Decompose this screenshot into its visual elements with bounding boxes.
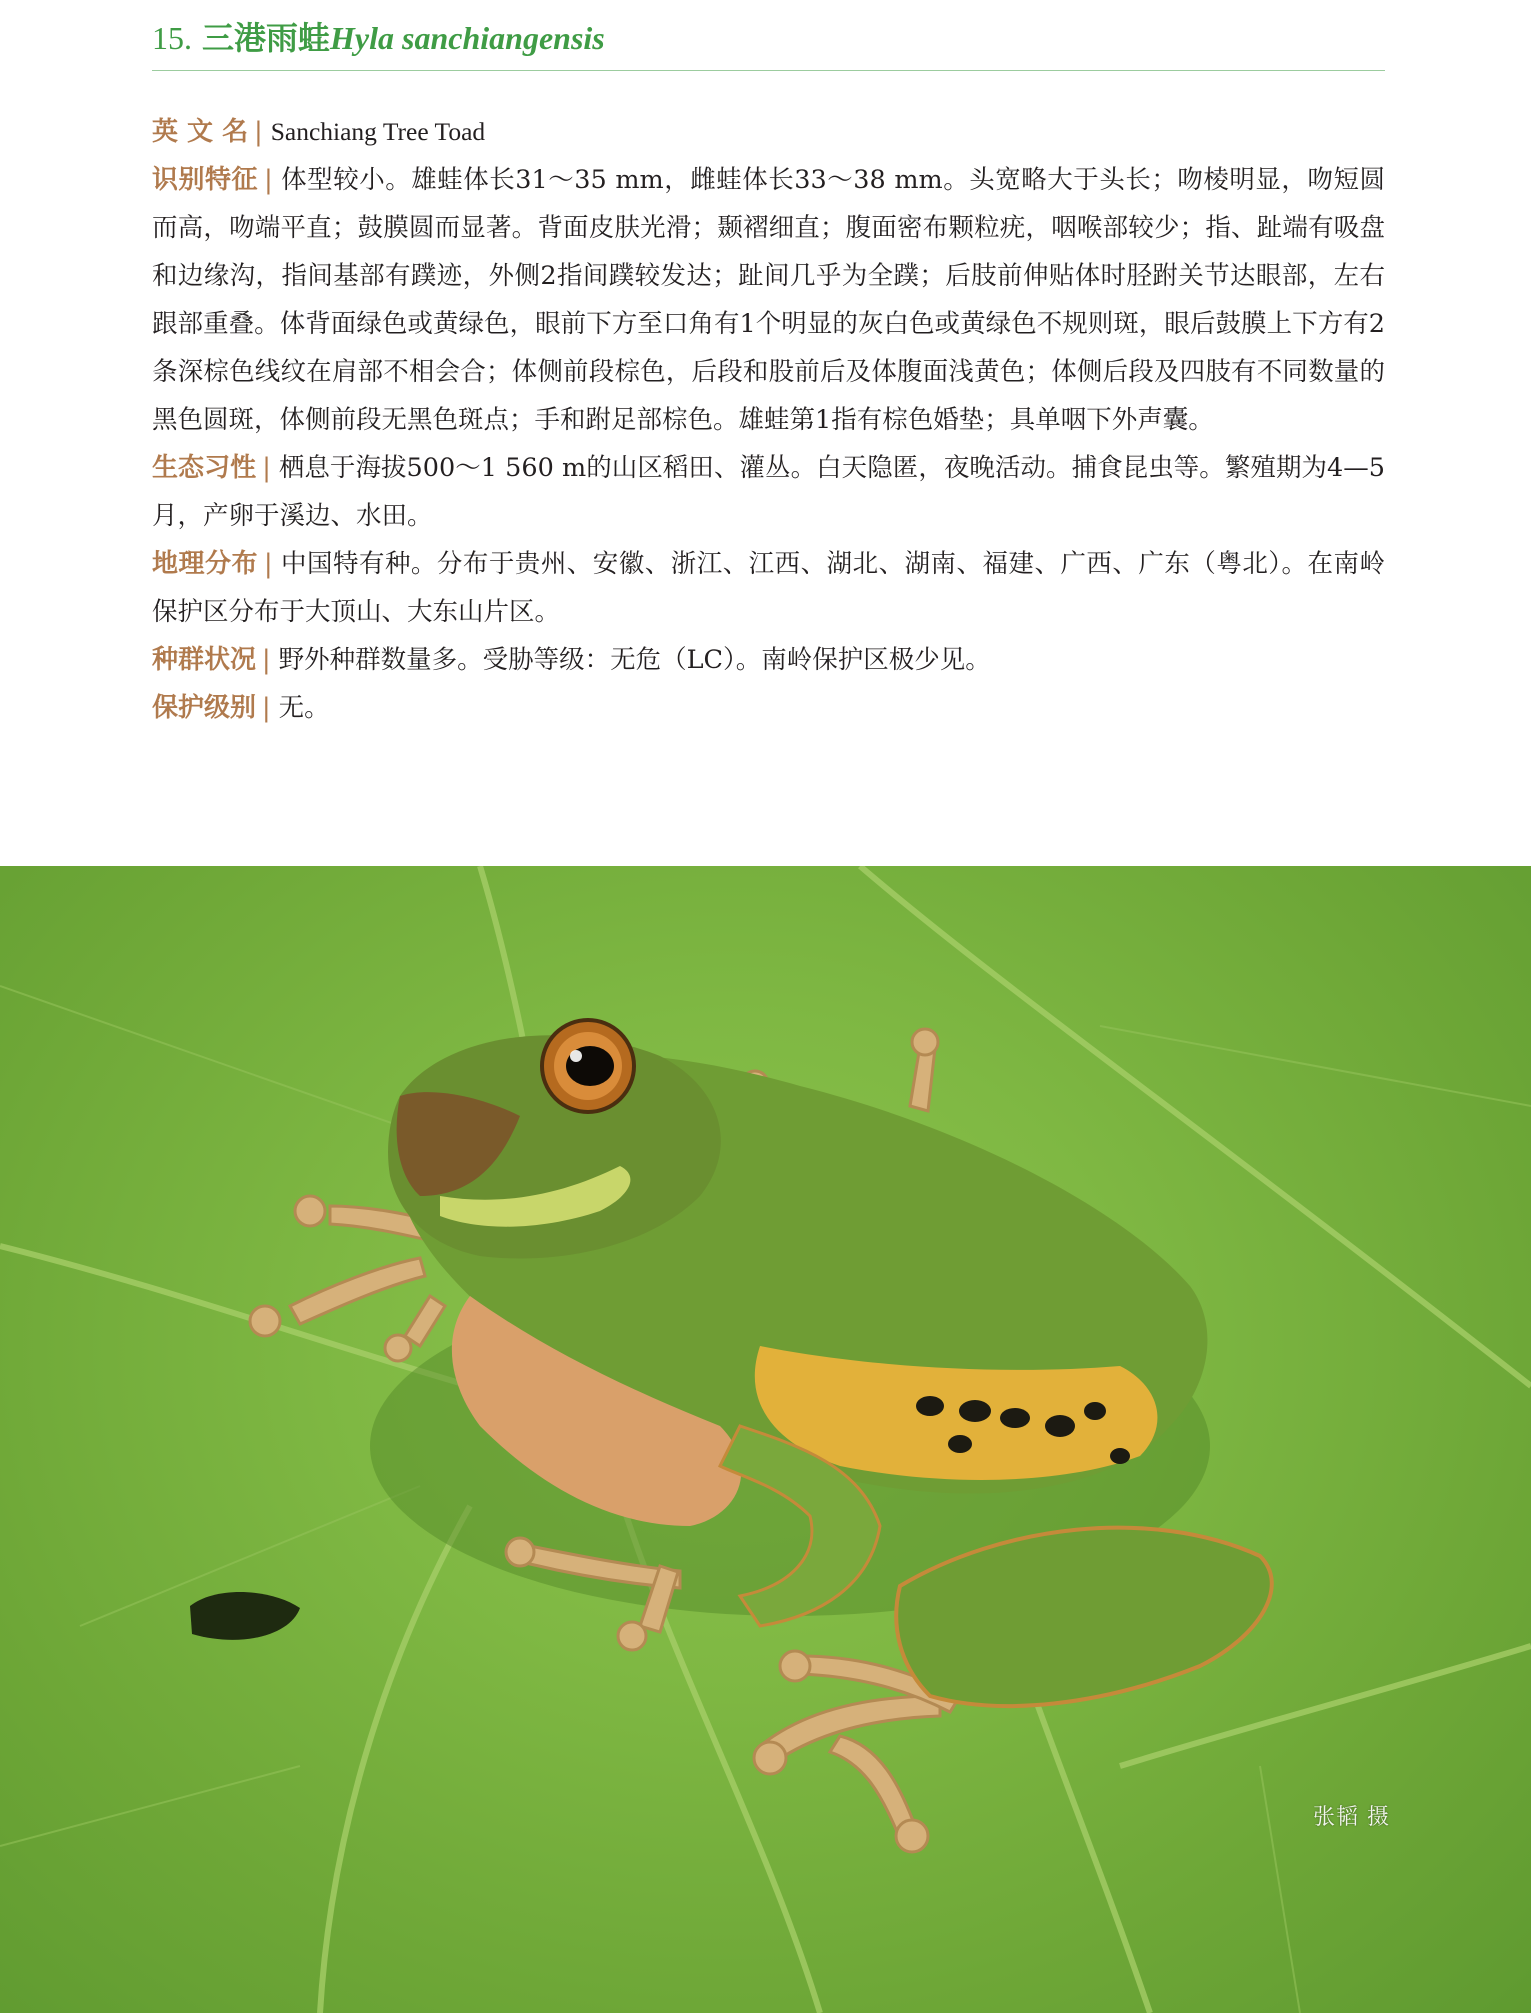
frog-photo (0, 866, 1531, 2013)
entry-label: 地理分布 (152, 549, 258, 579)
entry-label: 识别特征 (152, 165, 259, 195)
entry-text: 栖息于海拔500～1 560 m的山区稻田、灌丛。白天隐匿，夜晚活动。捕食昆虫等。繁殖期为4—5月，产卵于溪边、水田。 (152, 453, 1385, 531)
label-separator: | (264, 165, 273, 195)
entry-text: Sanchiang Tree Toad (270, 117, 486, 146)
entry-text: 无。 (278, 693, 330, 723)
entry-distribution (152, 540, 1385, 636)
species-scientific-name: Hyla sanchiangensis (330, 20, 605, 56)
entry-text: 野外种群数量多。受胁等级：无危（LC）。南岭保护区极少见。 (278, 645, 991, 675)
entry-label: 生态习性 (152, 453, 257, 483)
label-separator: | (262, 693, 271, 723)
entry-label: 种群状况 (152, 645, 257, 675)
frog-on-leaf-illustration (0, 866, 1531, 2013)
species-title (152, 14, 605, 62)
label-separator: | (262, 453, 271, 483)
entry-protection (152, 684, 1385, 732)
frog-eye-highlight (570, 1050, 582, 1062)
label-separator: | (262, 645, 271, 675)
entry-english-name (152, 108, 1385, 156)
label-separator: | (254, 117, 263, 147)
entry-text: 中国特有种。分布于贵州、安徽、浙江、江西、湖北、湖南、福建、广西、广东（粤北）。在南岭保护区分布于大顶山、大东山片区。 (152, 549, 1385, 627)
entry-population (152, 636, 1385, 684)
entry-ecology (152, 444, 1385, 540)
entry-identification (152, 156, 1385, 444)
entry-text: 体型较小。雄蛙体长31～35 mm，雌蛙体长33～38 mm。头宽略大于头长；吻棱明显，吻短圆而高，吻端平直；鼓膜圆而显著。背面皮肤光滑；颞褶细直；腹面密布颗粒疣，咽喉部较少；指、趾端有吸盘和边缘沟，指间基部有蹼迹，外侧2指间蹼较发达；趾间几乎为全蹼；后肢前伸贴体时胫跗关节达眼部，左右跟部重叠。体背面绿色或黄绿色，眼前下方至口角有1个明显的灰白色或黄绿色不规则斑，眼后鼓膜上下方有2条深棕色线纹在肩部不相会合；体侧前段棕色，后段和股前后及体腹面浅黄色；体侧后段及四肢有不同数量的黑色圆斑，体侧前段无黑色斑点；手和跗足部棕色。雄蛙第1指有棕色婚垫；具单咽下外声囊。 (152, 165, 1385, 435)
title-divider (152, 70, 1385, 71)
photo-credit: 张韬 摄 (1313, 1805, 1390, 1830)
entry-label: 英 文 名 (152, 117, 249, 147)
leaf-hole (190, 1592, 300, 1640)
species-chinese-name: 三港雨蛙 (202, 19, 331, 57)
species-number: 15. (152, 20, 192, 56)
species-description (152, 108, 1385, 732)
label-separator: | (263, 549, 273, 579)
entry-label: 保护级别 (152, 693, 257, 723)
